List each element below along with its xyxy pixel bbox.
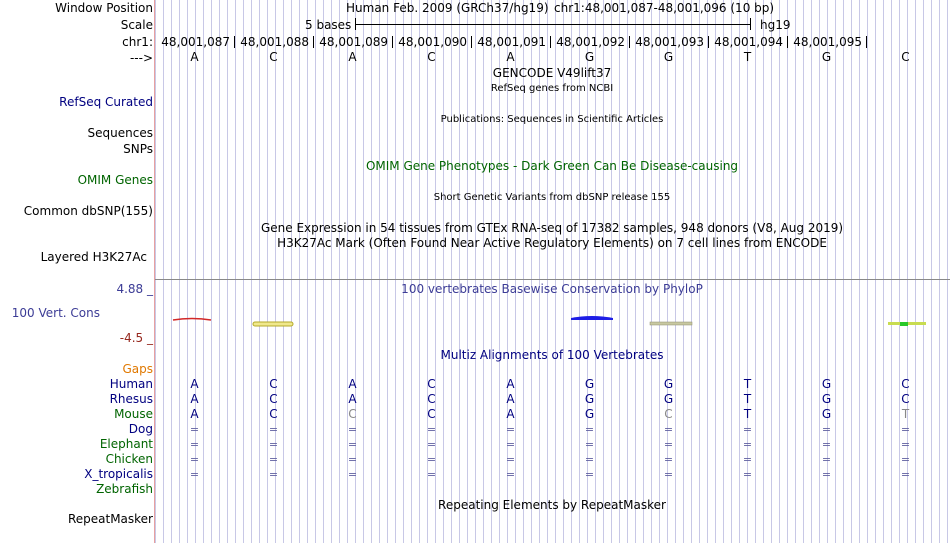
alignment-base: A [190,392,199,406]
alignment-base: = [189,468,200,481]
strand-toggle[interactable]: ---> [129,51,153,65]
alignment-base: = [426,468,437,481]
coordinate-label: 48,001,093 [635,35,704,49]
alignment-base: G [821,377,832,391]
scale-label: Scale [120,18,153,32]
coordinate-label: 48,001,088 [240,35,309,49]
alignment-base: = [347,453,358,466]
alignment-base: = [742,453,753,466]
snps-track-label[interactable]: SNPs [123,142,153,156]
species-label: Rhesus [109,392,153,406]
alignment-base: C [348,407,357,421]
species-label: Human [109,377,153,391]
alignment-base: C [664,407,673,421]
h3k27ac-track-label[interactable]: Layered H3K27Ac [40,250,147,264]
refseq-track-title[interactable]: RefSeq genes from NCBI [490,83,614,94]
alignment-base: = [189,453,200,466]
chrom-label: chr1: [122,35,153,49]
cons-max-label: 4.88 _ [116,282,153,296]
alignment-base: G [584,392,595,406]
cons-min-label: -4.5 _ [119,331,153,345]
dbsnp-track-title[interactable]: Short Genetic Variants from dbSNP release 155 [433,192,671,203]
alignment-base: = [663,468,674,481]
gaps-track-label[interactable]: Gaps [122,362,153,376]
repeatmasker-track-title[interactable]: Repeating Elements by RepeatMasker [438,498,666,512]
species-label: Elephant [99,437,153,451]
alignment-base: = [426,423,437,436]
alignment-base: = [505,453,516,466]
alignment-base: = [505,438,516,451]
alignment-base: T [743,407,752,421]
alignment-base: A [506,377,515,391]
omim-track-title[interactable]: OMIM Gene Phenotypes - Dark Green Can Be Disease-causing [365,159,739,173]
scale-db-text: hg19 [760,18,791,32]
alignment-base: = [821,438,832,451]
alignment-base: = [663,423,674,436]
sequences-track-label[interactable]: Sequences [87,126,153,140]
alignment-base: = [821,423,832,436]
coordinate-label: 48,001,094 [714,35,783,49]
alignment-base: A [190,407,199,421]
scale-bases-text: 5 bases [305,18,352,32]
refseq-track-label[interactable]: RefSeq Curated [59,95,153,109]
alignment-base: = [821,468,832,481]
assembly-text: Human Feb. 2009 (GRCh37/hg19) [346,1,549,15]
alignment-base: G [821,392,832,406]
dbsnp-track-label[interactable]: Common dbSNP(155) [23,204,153,218]
alignment-base: = [426,438,437,451]
alignment-base: = [584,423,595,436]
alignment-base: C [269,377,278,391]
alignment-base: = [742,468,753,481]
base-letter: G [821,50,832,64]
alignment-base: G [584,407,595,421]
base-letter: C [269,50,278,64]
species-label: Dog [128,422,153,436]
alignment-base: T [901,407,910,421]
alignment-base: = [347,468,358,481]
alignment-base: C [427,407,436,421]
alignment-base: = [347,423,358,436]
alignment-base: A [506,392,515,406]
species-label: Zebrafish [96,482,153,496]
alignment-base: C [427,377,436,391]
coordinate-label: 48,001,087 [161,35,230,49]
alignment-base: G [821,407,832,421]
coordinate-label: 48,001,090 [398,35,467,49]
coordinate-label: 48,001,092 [556,35,625,49]
alignment-base: C [901,377,910,391]
alignment-base: = [189,423,200,436]
phylop-track-title[interactable]: 100 vertebrates Basewise Conservation by PhyloP [401,282,703,296]
alignment-base: = [742,423,753,436]
multiz-track-title[interactable]: Multiz Alignments of 100 Vertebrates [440,348,664,362]
alignment-base: G [663,377,674,391]
base-letter: T [743,50,752,64]
alignment-base: A [348,377,357,391]
alignment-base: = [426,453,437,466]
alignment-base: = [505,423,516,436]
species-label: Chicken [105,452,153,466]
cons-track-label[interactable]: 100 Vert. Cons [11,306,100,320]
species-label: X_tropicalis [84,467,153,481]
alignment-base: C [427,392,436,406]
alignment-base: = [268,468,279,481]
alignment-base: = [821,453,832,466]
alignment-base: = [900,453,911,466]
repeatmasker-track-label[interactable]: RepeatMasker [67,512,153,526]
alignment-base: = [584,438,595,451]
base-letter: C [901,50,910,64]
alignment-base: = [505,468,516,481]
base-letter: A [506,50,515,64]
alignment-base: = [268,423,279,436]
window-position-label: Window Position [55,1,153,15]
alignment-base: C [269,392,278,406]
alignment-base: C [269,407,278,421]
alignment-base: = [663,453,674,466]
alignment-base: G [584,377,595,391]
alignment-base: G [663,392,674,406]
gtex-track-title[interactable]: Gene Expression in 54 tissues from GTEx RNA-seq of 17382 samples, 948 donors (V8, Aug 2019) [260,221,844,235]
alignment-base: = [900,438,911,451]
publications-track-title[interactable]: Publications: Sequences in Scientific Articles [440,114,664,125]
h3k27ac-track-title[interactable]: H3K27Ac Mark (Often Found Near Active Regulatory Elements) on 7 cell lines from ENCODE [277,236,827,250]
base-letter: A [348,50,357,64]
alignment-base: = [742,438,753,451]
alignment-base: A [506,407,515,421]
alignment-base: = [584,468,595,481]
alignment-base: = [584,453,595,466]
alignment-base: = [268,453,279,466]
coordinate-label: 48,001,091 [477,35,546,49]
coordinate-label: 48,001,095 [793,35,862,49]
alignment-base: = [900,423,911,436]
base-letter: C [427,50,436,64]
alignment-base: T [743,392,752,406]
alignment-base: A [190,377,199,391]
base-letter: G [663,50,674,64]
base-letter: A [190,50,199,64]
species-label: Mouse [114,407,153,421]
alignment-base: T [743,377,752,391]
base-letter: G [584,50,595,64]
alignment-base: = [268,438,279,451]
alignment-base: C [901,392,910,406]
alignment-base: A [348,392,357,406]
alignment-base: = [900,468,911,481]
alignment-base: = [347,438,358,451]
alignment-base: = [189,438,200,451]
omim-track-label[interactable]: OMIM Genes [77,173,153,187]
gencode-track-title[interactable]: GENCODE V49lift37 [492,66,612,80]
alignment-base: = [663,438,674,451]
coordinate-label: 48,001,089 [319,35,388,49]
position-text: chr1:48,001,087-48,001,096 (10 bp) [554,1,775,15]
